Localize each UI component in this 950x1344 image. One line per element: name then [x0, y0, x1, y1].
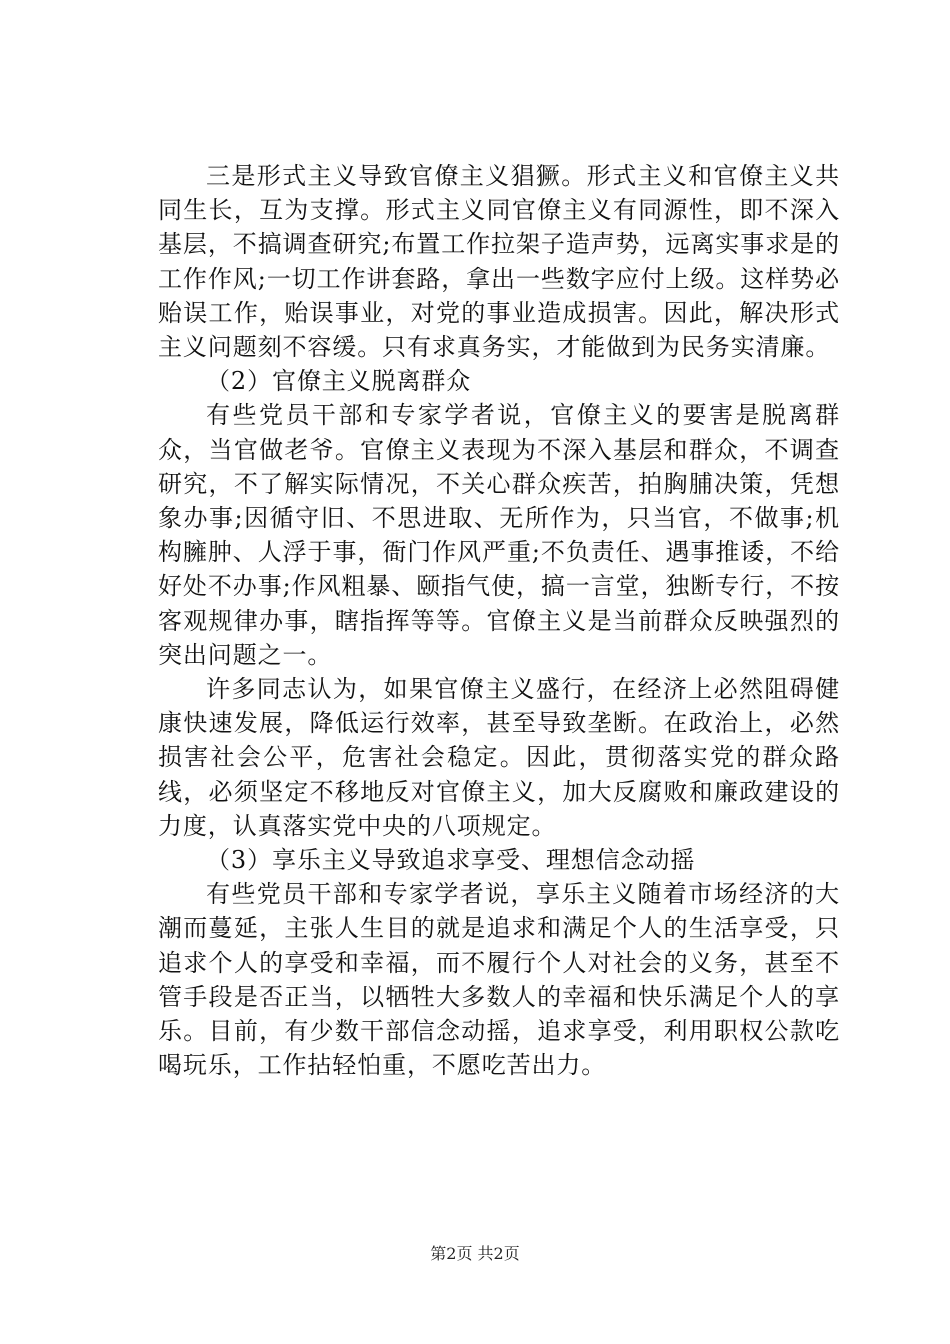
paragraph-hedonism: 有些党员干部和专家学者说，享乐主义随着市场经济的大潮而蔓延，主张人生目的就是追求和满足个人的生活享受，只追求个人的享受和幸福，而不履行个人对社会的义务，甚至不管手段是否正当，以牺牲大多数人的幸福和快乐满足个人的享乐。目前，有少数干部信念动摇，追求享受，利用职权公款吃喝玩乐，工作拈轻怕重，不愿吃苦出力。: [158, 880, 840, 1080]
page-number-footer: 第2页 共2页: [430, 1244, 520, 1263]
section-heading-bureaucratism: （2）官僚主义脱离群众: [206, 367, 472, 396]
section-heading-hedonism: （3）享乐主义导致追求享受、理想信念动摇: [206, 846, 696, 875]
document-body: [158, 159, 840, 1082]
paragraph-bureaucratism-harm: 许多同志认为，如果官僚主义盛行，在经济上必然阻碍健康快速发展，降低运行效率，甚至导致垄断。在政治上，必然损害社会公平，危害社会稳定。因此，贯彻落实党的群众路线，必须坚定不移地反对官僚主义，加大反腐败和廉政建设的力度，认真落实党中央的八项规定。: [158, 675, 840, 840]
paragraph-bureaucratism-manifestations: 有些党员干部和专家学者说，官僚主义的要害是脱离群众，当官做老爷。官僚主义表现为不深入基层和群众，不调查研究，不了解实际情况，不关心群众疾苦，拍胸脯决策，凭想象办事;因循守旧、不思进取、无所作为，只当官，不做事;机构臃肿、人浮于事，衙门作风严重;不负责任、遇事推诿，不给好处不办事;作风粗暴、颐指气使，搞一言堂，独断专行，不按客观规律办事，瞎指挥等等。官僚主义是当前群众反映强烈的突出问题之一。: [158, 401, 840, 669]
paragraph-formalism-bureaucratism: 三是形式主义导致官僚主义猖獗。形式主义和官僚主义共同生长，互为支撑。形式主义同官僚主义有同源性，即不深入基层，不搞调查研究;布置工作拉架子造声势，远离实事求是的工作作风;一切工作讲套路，拿出一些数字应付上级。这样势必贻误工作，贻误事业，对党的事业造成损害。因此，解决形式主义问题刻不容缓。只有求真务实，才能做到为民务实清廉。: [158, 162, 840, 362]
